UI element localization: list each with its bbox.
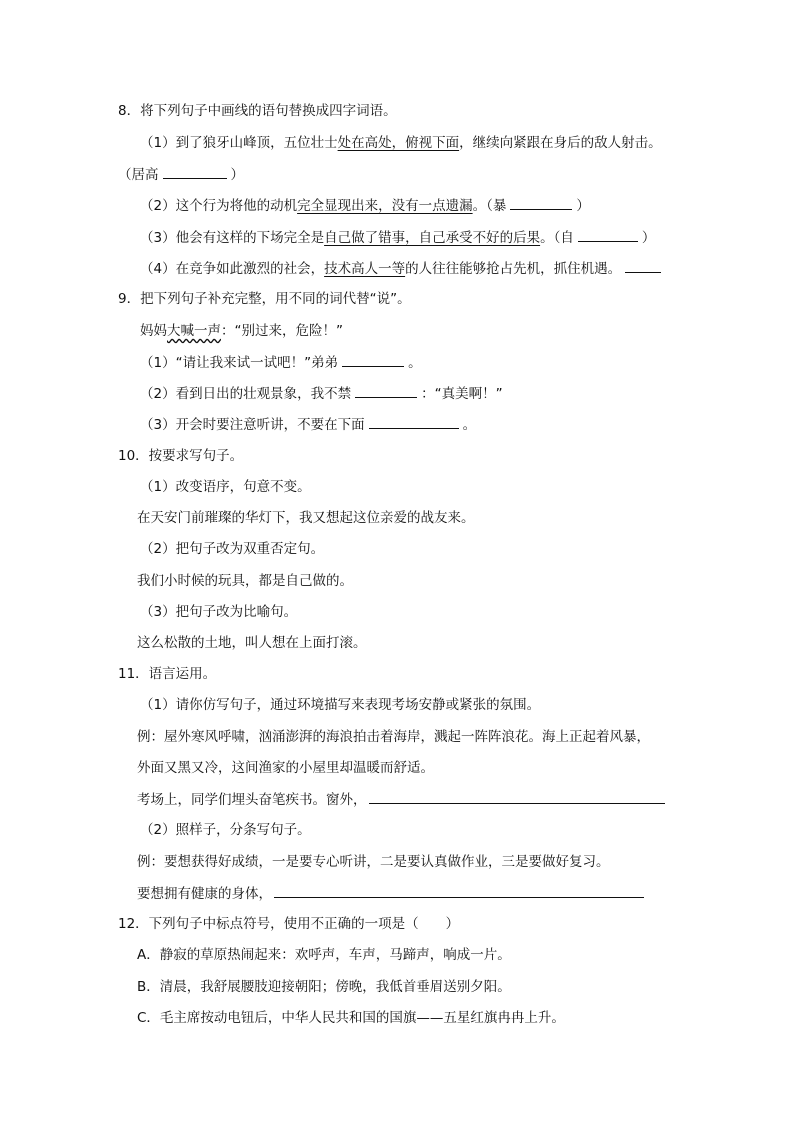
- q8-title: 8．将下列句子中画线的语句替换成四字词语。: [118, 103, 397, 119]
- q12-option-c[interactable]: C．毛主席按动电钮后，中华人民共和国的国旗——五星红旗冉冉上升。: [137, 1010, 565, 1026]
- q10-task-2-text: 我们小时候的玩具，都是自己做的。: [137, 573, 353, 589]
- q8-s2-underlined: 完全显现出来，没有一点遗漏: [297, 198, 473, 214]
- q12-option-a[interactable]: A．静寂的草原热闹起来：欢呼声，车声，马蹄声，响成一片。: [137, 947, 511, 963]
- q8-s4-blank[interactable]: [625, 258, 661, 273]
- q11-fill-2: 要想拥有健康的身体，: [137, 883, 648, 904]
- q11-fill-1-blank[interactable]: [369, 789, 665, 804]
- q11-task-2: （2）照样子，分条写句子。: [140, 822, 311, 838]
- q11-fill-1: 考场上，同学们埋头奋笔疾书。窗外，: [137, 789, 669, 810]
- q10-task-3: （3）把句子改为比喻句。: [140, 604, 298, 620]
- q8-sentence-2: （2）这个行为将他的动机完全显现出来，没有一点遗漏。（暴 ）: [140, 195, 590, 216]
- q11-example-1-line-2: 外面又黑又冷，这间渔家的小屋里却温暖而舒适。: [137, 760, 434, 776]
- q9-title: 9．把下列句子补充完整，用不同的词代替“说”。: [118, 291, 411, 307]
- q11-example-2: 例：要想获得好成绩，一是要专心听讲，二是要认真做作业，三是要做好复习。: [137, 854, 610, 870]
- q8-s3-blank[interactable]: [578, 227, 638, 242]
- q8-sentence-1-answer: （居高 ）: [118, 164, 244, 185]
- q8-s2-blank[interactable]: [510, 195, 572, 210]
- q11-task-1: （1）请你仿写句子，通过环境描写来表现考场安静或紧张的氛围。: [140, 697, 541, 713]
- q9-example: 妈妈大喊一声：“别过来，危险！”: [140, 323, 343, 339]
- q8-s4-underlined: 技术高人一等: [324, 261, 406, 277]
- q8-sentence-3: （3）他会有这样的下场完全是自己做了错事，自己承受不好的后果。（自 ）: [140, 227, 655, 248]
- q12-title: 12．下列句子中标点符号，使用不正确的一项是（ ）: [118, 916, 460, 932]
- q10-title: 10．按要求写句子。: [118, 448, 244, 464]
- q8-s1-blank[interactable]: [163, 164, 227, 179]
- q9-example-underlined: 大喊一声: [167, 323, 221, 339]
- q9-s2-blank[interactable]: [355, 383, 417, 398]
- q8-s1-underlined: 处在高处，俯视下面: [337, 135, 460, 151]
- q10-task-1: （1）改变语序，句意不变。: [140, 479, 311, 495]
- q9-sentence-2: （2）看到日出的壮观景象，我不禁 ：“真美啊！”: [140, 383, 503, 404]
- q11-example-1-line-1: 例：屋外寒风呼啸，汹涌澎湃的海浪拍击着海岸，溅起一阵阵浪花。海上正起着风暴，: [137, 729, 650, 745]
- q9-s3-blank[interactable]: [369, 414, 459, 429]
- q11-title: 11．语言运用。: [118, 666, 217, 682]
- q9-sentence-1: （1）“请让我来试一试吧！”弟弟 。: [140, 352, 422, 373]
- q8-sentence-4: （4）在竞争如此激烈的社会，技术高人一等的人往往能够抢占先机，抓住机遇。: [140, 258, 665, 279]
- q12-option-b[interactable]: B．清晨，我舒展腰肢迎接朝阳；傍晚，我低首垂眉送别夕阳。: [137, 979, 511, 995]
- q9-s1-blank[interactable]: [342, 352, 404, 367]
- q11-fill-2-blank[interactable]: [274, 883, 644, 898]
- q8-sentence-1: （1）到了狼牙山峰顶，五位壮士处在高处，俯视下面，继续向紧跟在身后的敌人射击。: [140, 135, 662, 151]
- q10-task-3-text: 这么松散的土地，叫人想在上面打滚。: [137, 635, 367, 651]
- q9-sentence-3: （3）开会时要注意听讲，不要在下面 。: [140, 414, 476, 435]
- q10-task-2: （2）把句子改为双重否定句。: [140, 541, 325, 557]
- q8-s3-underlined: 自己做了错事，自己承受不好的后果: [324, 230, 541, 246]
- q10-task-1-text: 在天安门前璀璨的华灯下，我又想起这位亲爱的战友来。: [137, 510, 475, 526]
